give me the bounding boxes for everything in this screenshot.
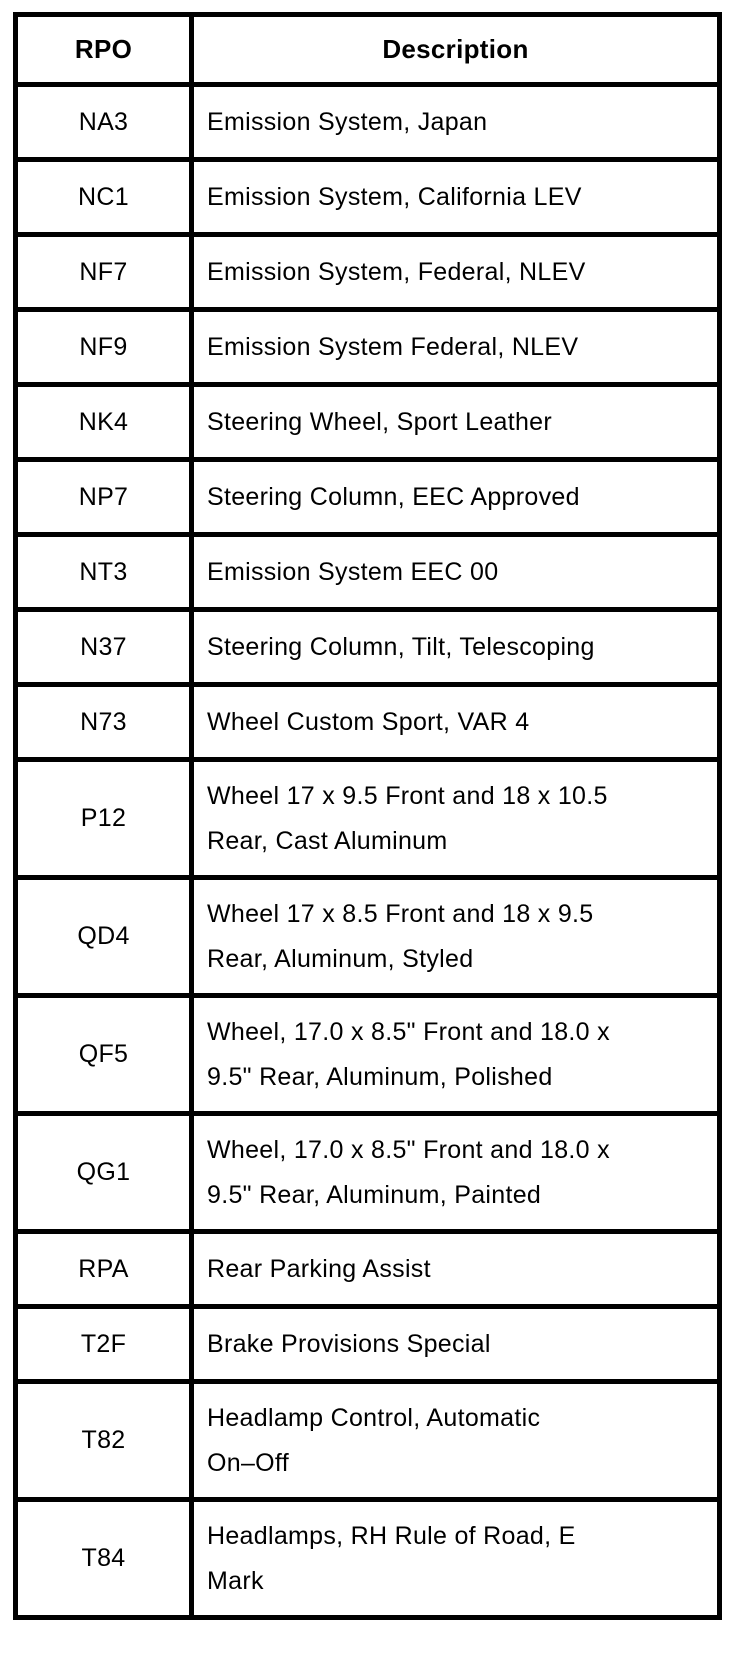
description-cell [192,85,720,160]
description-line: Emission System Federal, NLEV [207,332,579,361]
rpo-code-cell: NC1 [16,160,192,235]
table-row [16,535,720,610]
rpo-code-cell: NT3 [16,535,192,610]
table-row [16,878,720,996]
table-row [16,610,720,685]
description-cell [192,996,720,1114]
column-header-description: Description [192,15,720,85]
description-line: Mark [207,1566,264,1595]
rpo-code-cell: N37 [16,610,192,685]
description-cell [192,235,720,310]
table-row [16,996,720,1114]
table-row [16,1500,720,1618]
table-row [16,1307,720,1382]
description-cell [192,610,720,685]
description-cell [192,760,720,878]
description-line: Wheel, 17.0 x 8.5" Front and 18.0 x [207,1017,610,1046]
rpo-code-cell: N73 [16,685,192,760]
description-line: 9.5" Rear, Aluminum, Painted [207,1180,542,1209]
description-line: Emission System, Japan [207,107,488,136]
table-row [16,310,720,385]
description-line: Headlamp Control, Automatic [207,1403,541,1432]
rpo-code-cell: QD4 [16,878,192,996]
description-line: Wheel 17 x 9.5 Front and 18 x 10.5 [207,781,608,810]
table-row [16,1232,720,1307]
rpo-code-cell: NP7 [16,460,192,535]
description-line: On–Off [207,1448,289,1477]
description-line: Wheel 17 x 8.5 Front and 18 x 9.5 [207,899,594,928]
rpo-code-cell: RPA [16,1232,192,1307]
description-line: Brake Provisions Special [207,1329,491,1358]
description-cell [192,310,720,385]
table-row [16,385,720,460]
table-row [16,1114,720,1232]
rpo-code-cell: NK4 [16,385,192,460]
description-cell [192,1232,720,1307]
rpo-code-cell: T84 [16,1500,192,1618]
description-cell [192,460,720,535]
rpo-code-cell: T2F [16,1307,192,1382]
description-line: Headlamps, RH Rule of Road, E [207,1521,576,1550]
table-row [16,160,720,235]
table-header-row [16,15,720,85]
description-line: Steering Wheel, Sport Leather [207,407,553,436]
description-line: Emission System EEC 00 [207,557,499,586]
table-row [16,760,720,878]
table-row [16,685,720,760]
description-line: Wheel, 17.0 x 8.5" Front and 18.0 x [207,1135,610,1164]
description-cell [192,878,720,996]
rpo-description-table [13,12,722,1620]
description-cell [192,1114,720,1232]
description-line: Wheel Custom Sport, VAR 4 [207,707,530,736]
description-line: Rear, Cast Aluminum [207,826,448,855]
description-cell [192,160,720,235]
description-line: Emission System, Federal, NLEV [207,257,586,286]
table-row [16,460,720,535]
table-header [16,15,720,85]
rpo-table-body [16,85,720,1618]
description-line: Steering Column, Tilt, Telescoping [207,632,595,661]
description-cell [192,535,720,610]
rpo-code-cell: NF7 [16,235,192,310]
description-cell [192,685,720,760]
description-cell [192,1500,720,1618]
description-line: Steering Column, EEC Approved [207,482,580,511]
description-cell [192,1382,720,1500]
column-header-rpo: RPO [16,15,192,85]
rpo-code-cell: T82 [16,1382,192,1500]
rpo-code-cell: QF5 [16,996,192,1114]
description-cell [192,385,720,460]
rpo-code-cell: NA3 [16,85,192,160]
description-line: 9.5" Rear, Aluminum, Polished [207,1062,553,1091]
description-line: Rear, Aluminum, Styled [207,944,474,973]
table-row [16,235,720,310]
description-line: Rear Parking Assist [207,1254,431,1283]
rpo-code-cell: QG1 [16,1114,192,1232]
description-line: Emission System, California LEV [207,182,582,211]
description-cell [192,1307,720,1382]
rpo-code-cell: P12 [16,760,192,878]
rpo-code-cell: NF9 [16,310,192,385]
table-row [16,85,720,160]
table-row [16,1382,720,1500]
